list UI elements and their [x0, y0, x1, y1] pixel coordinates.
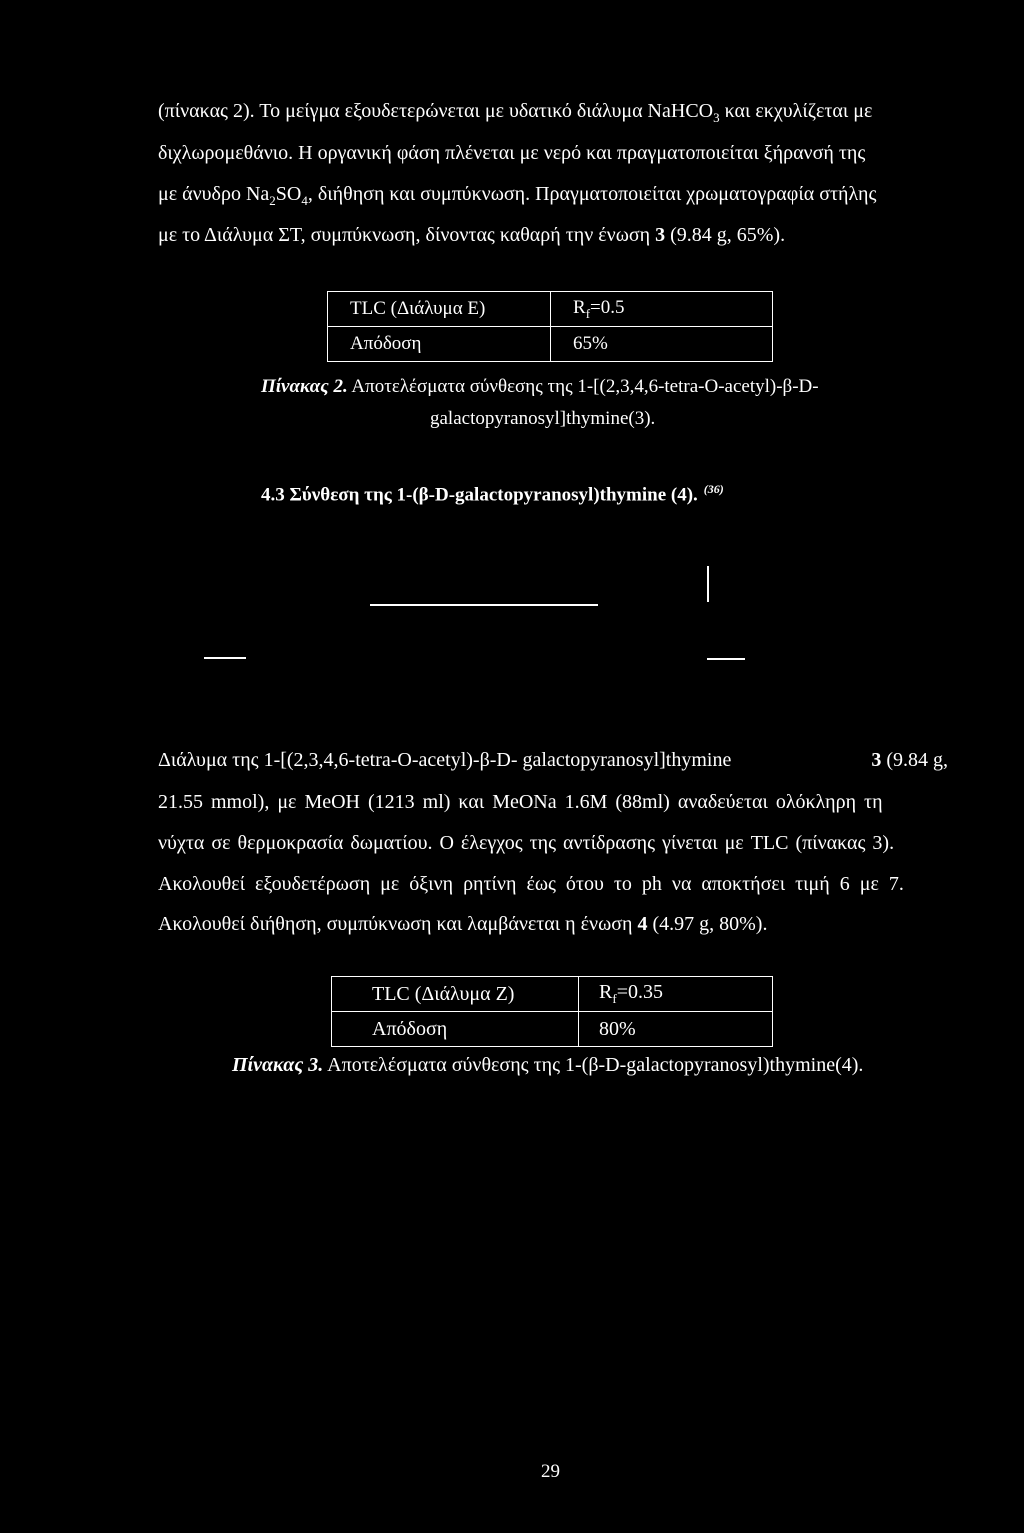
- structure-line: [707, 566, 709, 602]
- table-row: [328, 292, 773, 327]
- structure-line: [370, 604, 598, 606]
- para1-line1: (πίνακας 2). Το μείγμα εξουδετερώνεται με υδατικό διάλυμα NaHCO$_3$ και εκχυλίζεται με: [158, 100, 873, 125]
- table-3-caption: Πίνακας 3. Αποτελέσματα σύνθεσης της 1-(β-D-galactopyranosyl)thymine(4).: [232, 1054, 864, 1076]
- table-row: [328, 327, 773, 362]
- section-heading: 4.3 Σύνθεση της 1-(β-D-galactopyranosyl)thymine (4). $^{(36)}$: [261, 482, 724, 506]
- para2-line4: Ακολουθεί εξουδετέρωση με όξινη ρητίνη έως ότου το ph να αποκτήσει τιμή 6 με 7.: [158, 873, 904, 895]
- table-cell: $R_f=0.35$: [579, 977, 773, 1012]
- table-3: [331, 976, 773, 1047]
- para1-line3: με άνυδρο $Na_2SO_4$, διήθηση και συμπύκνωση. Πραγματοποιείται χρωματογραφία στήλης: [158, 183, 877, 208]
- para2-line5: Ακολουθεί διήθηση, συμπύκνωση και λαμβάνεται η ένωση 4 (4.97 g, 80%).: [158, 913, 768, 935]
- table-cell: Απόδοση: [328, 327, 551, 362]
- para1-line4: με το Διάλυμα ΣΤ, συμπύκνωση, δίνοντας καθαρή την ένωση 3 (9.84 g, 65%).: [158, 224, 786, 246]
- structure-line: [204, 657, 246, 659]
- table-2: [327, 291, 773, 362]
- table-cell: Απόδοση: [332, 1012, 579, 1047]
- table-cell: TLC (Διάλυμα Ζ): [332, 977, 579, 1012]
- table-2-caption: Πίνακας 2. Αποτελέσματα σύνθεσης της 1-[(2,3,4,6-tetra-O-acetyl)-β-D-: [261, 376, 819, 397]
- table-cell: 80%: [579, 1012, 773, 1047]
- table-cell: $R_f=0.5$: [551, 292, 773, 327]
- table-row: [332, 1012, 773, 1047]
- table-cell: 65%: [551, 327, 773, 362]
- para1-line2: διχλωρομεθάνιο. Η οργανική φάση πλένεται με νερό και πραγματοποιείται ξήρανσή της: [158, 142, 866, 164]
- para2-line1: Διάλυμα της 1-[(2,3,4,6-tetra-O-acetyl)-β-D- galactopyranosyl]thymine 3 (9.84 g,: [158, 749, 948, 771]
- para2-line3: νύχτα σε θερμοκρασία δωματίου. Ο έλεγχος της αντίδρασης γίνεται με TLC (πίνακας 3).: [158, 832, 895, 854]
- table-2-caption-line2: galactopyranosyl]thymine(3).: [430, 408, 656, 429]
- table-cell: TLC (Διάλυμα Ε): [328, 292, 551, 327]
- page-number: 29: [541, 1461, 560, 1482]
- para2-line2: 21.55 mmol), με MeOH (1213 ml) και MeONa 1.6M (88ml) αναδεύεται ολόκληρη τη: [158, 791, 883, 813]
- table-row: [332, 977, 773, 1012]
- structure-line: [707, 658, 745, 660]
